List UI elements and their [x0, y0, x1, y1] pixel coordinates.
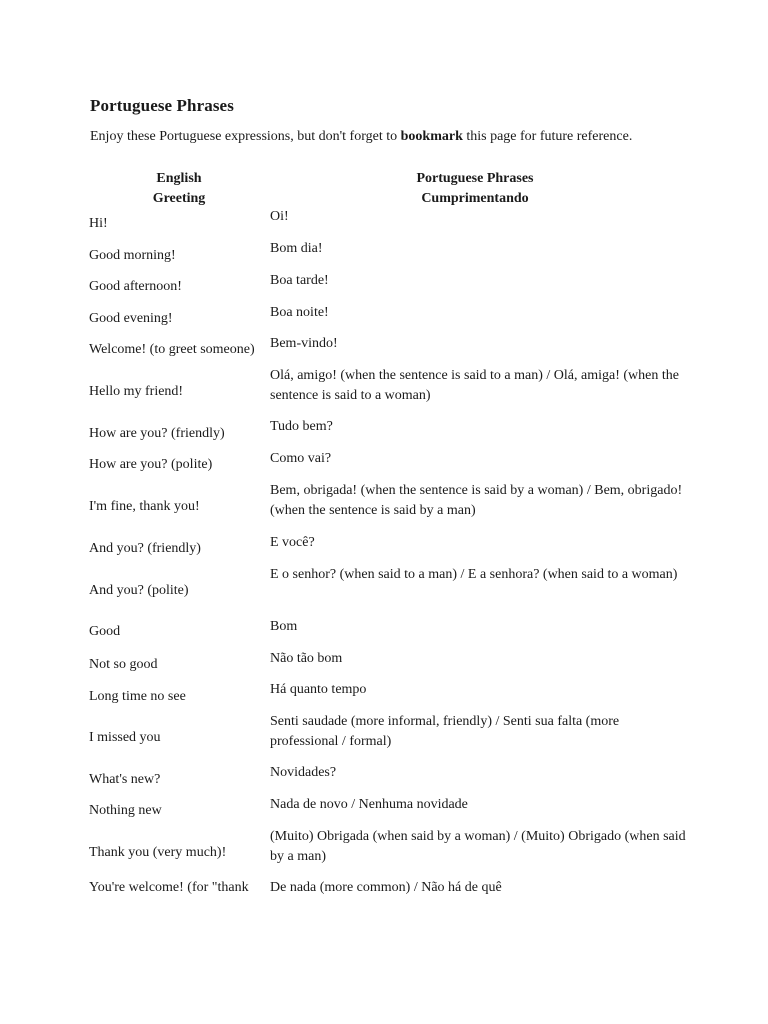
intro-text-after: this page for future reference.: [462, 129, 633, 144]
portuguese-column-header: [270, 169, 680, 209]
english-cell: How are you? (friendly): [89, 426, 225, 441]
portuguese-cell: Boa noite!: [270, 305, 329, 320]
intro-text-before: Enjoy these Portuguese expressions, but don't forget to: [90, 129, 401, 144]
page-title: Portuguese Phrases: [90, 96, 234, 115]
portuguese-cell: E você?: [270, 535, 315, 550]
english-header-line2: Greeting: [152, 191, 206, 206]
english-column-header: [90, 169, 268, 209]
english-cell: And you? (friendly): [89, 541, 201, 556]
portuguese-cell: Bom: [270, 619, 298, 634]
english-cell: Welcome! (to greet someone): [89, 342, 255, 357]
english-cell: Hello my friend!: [89, 384, 184, 399]
english-cell: Good morning!: [89, 248, 176, 263]
portuguese-cell: De nada (more common) / Não há de quê: [270, 880, 502, 895]
portuguese-cell: Bem, obrigada! (when the sentence is said by a woman) / Bem, obrigado! (when the sentence is said by a man): [270, 483, 683, 518]
english-header-line1: English: [156, 171, 202, 186]
portuguese-cell: (Muito) Obrigada (when said by a woman) / (Muito) Obrigado (when said by a man): [270, 829, 686, 864]
english-cell: How are you? (polite): [89, 457, 213, 472]
portuguese-cell: Oi!: [270, 209, 289, 224]
portuguese-cell: Bom dia!: [270, 241, 323, 256]
english-cell: And you? (polite): [89, 583, 189, 598]
portuguese-cell: Não tão bom: [270, 651, 343, 666]
portuguese-cell: Novidades?: [270, 765, 337, 780]
english-cell: Nothing new: [89, 803, 162, 818]
intro-bold-word: bookmark: [400, 129, 463, 144]
english-cell: Not so good: [89, 657, 158, 672]
english-cell: Long time no see: [89, 689, 186, 704]
portuguese-header-line1: Portuguese Phrases: [416, 171, 534, 186]
portuguese-cell: Olá, amigo! (when the sentence is said to a man) / Olá, amiga! (when the sentence is said to a woman): [270, 368, 679, 403]
portuguese-cell: Boa tarde!: [270, 273, 329, 288]
english-cell: Thank you (very much)!: [89, 845, 227, 860]
portuguese-cell: Tudo bem?: [270, 419, 333, 434]
english-cell: Good afternoon!: [89, 279, 182, 294]
english-cell: I missed you: [89, 730, 161, 745]
english-cell: I'm fine, thank you!: [89, 499, 200, 514]
english-cell: What's new?: [89, 772, 161, 787]
english-cell: Good: [89, 624, 121, 639]
intro-paragraph: [90, 129, 632, 145]
english-cell: Hi!: [89, 216, 108, 231]
portuguese-cell: E o senhor? (when said to a man) / E a senhora? (when said to a woman): [270, 567, 678, 582]
english-cell: Good evening!: [89, 311, 173, 326]
portuguese-cell: Há quanto tempo: [270, 682, 367, 697]
portuguese-header-line2: Cumprimentando: [421, 191, 529, 206]
portuguese-cell: Nada de novo / Nenhuma novidade: [270, 797, 468, 812]
english-cell: You're welcome! (for "thank: [89, 880, 249, 895]
portuguese-cell: Bem-vindo!: [270, 336, 338, 351]
portuguese-cell: Como vai?: [270, 451, 332, 466]
portuguese-cell: Senti saudade (more informal, friendly) / Senti sua falta (more professional / formal): [270, 714, 620, 749]
